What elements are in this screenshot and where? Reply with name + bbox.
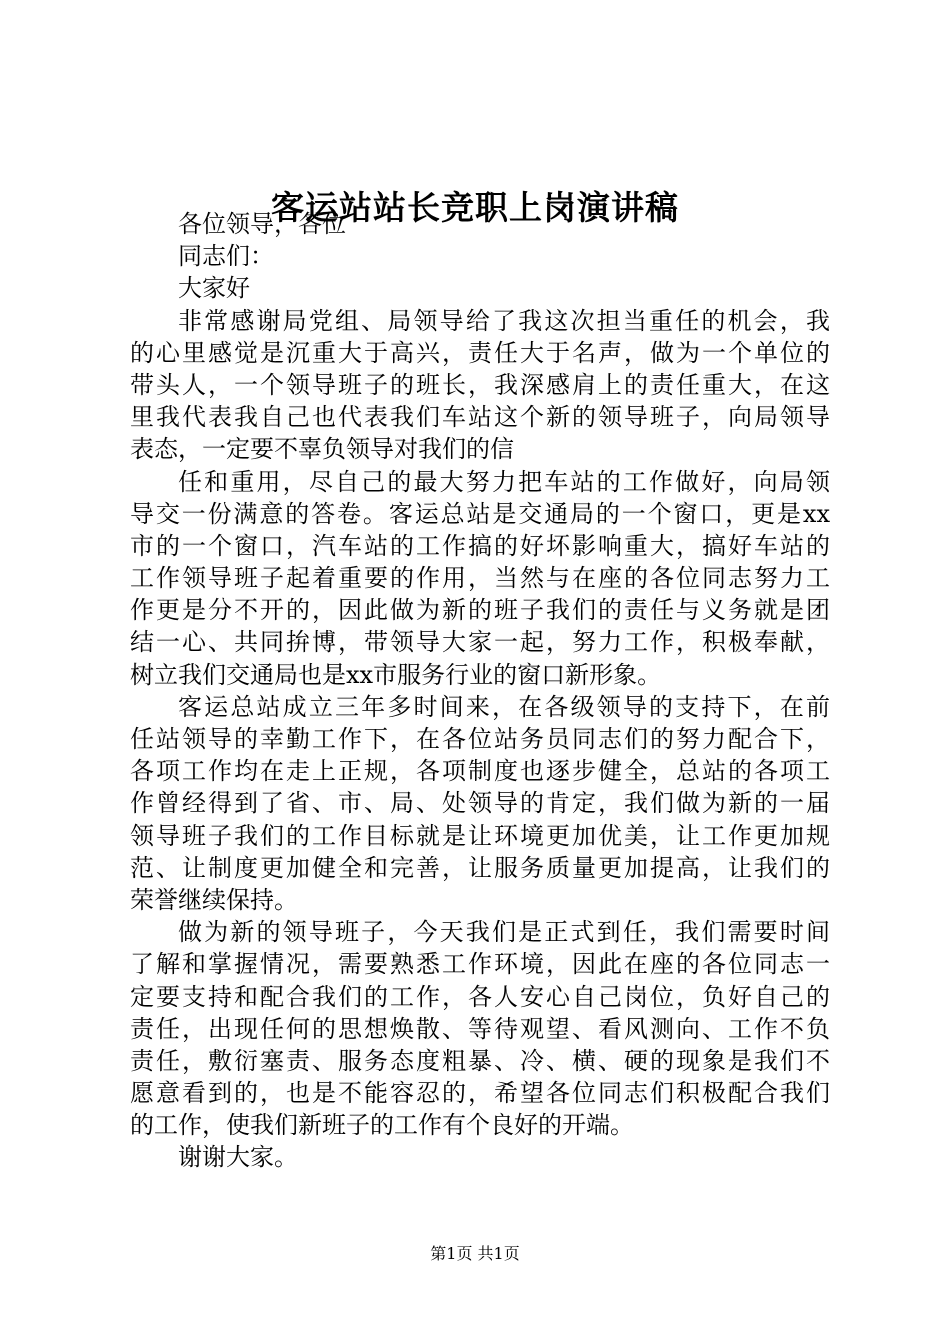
text-line: 领导班子我们的工作目标就是让环境更加优美，让工作更加规 bbox=[130, 821, 830, 850]
text-line: 任和重用，尽自己的最大努力把车站的工作做好，向局领 bbox=[178, 467, 830, 496]
document-body bbox=[130, 208, 830, 1174]
text-line: 表态，一定要不辜负领导对我们的信 bbox=[130, 435, 514, 464]
text-line: 作曾经得到了省、市、局、处领导的肯定，我们做为新的一届 bbox=[130, 789, 830, 818]
salutation-line: 各位领导，各位 bbox=[178, 210, 346, 238]
closing-line: 谢谢大家。 bbox=[178, 1143, 298, 1172]
salutation-line: 同志们： bbox=[178, 242, 274, 271]
salutation-line: 大家好 bbox=[178, 274, 250, 303]
text-line: 了解和掌握情况，需要熟悉工作环境，因此在座的各位同志一 bbox=[130, 950, 830, 979]
paragraph-2 bbox=[130, 466, 830, 691]
text-line: 任站领导的幸勤工作下，在各位站务员同志们的努力配合下， bbox=[130, 725, 830, 753]
text-line: 作更是分不开的，因此做为新的班子我们的责任与义务就是团 bbox=[130, 596, 830, 625]
text-line: 工作领导班子起着重要的作用，当然与在座的各位同志努力工 bbox=[130, 564, 830, 593]
text-line: 非常感谢局党组、局领导给了我这次担当重任的机会，我 bbox=[178, 306, 830, 335]
document-title: 客运站站长竞职上岗演讲稿 bbox=[271, 188, 679, 227]
paragraph-3 bbox=[130, 691, 830, 916]
text-line: 愿意看到的，也是不能容忍的，希望各位同志们积极配合我们 bbox=[130, 1079, 830, 1108]
page-footer: 第1页 共1页 bbox=[430, 1244, 520, 1263]
text-line: 带头人，一个领导班子的班长，我深感肩上的责任重大，在这 bbox=[130, 370, 830, 399]
text-line: 定要支持和配合我们的工作，各人安心自己岗位，负好自己的 bbox=[130, 982, 830, 1011]
text-line: 结一心、共同拚博，带领导大家一起，努力工作，积极奉献， bbox=[130, 628, 830, 657]
text-line: 树立我们交通局也是xx市服务行业的窗口新形象。 bbox=[130, 660, 662, 689]
text-line: 里我代表我自己也代表我们车站这个新的领导班子，向局领导 bbox=[130, 403, 830, 432]
text-line: 的心里感觉是沉重大于高兴，责任大于名声，做为一个单位的 bbox=[130, 338, 830, 367]
text-line: 责任，敷衍塞责、服务态度粗暴、冷、横、硬的现象是我们不 bbox=[130, 1046, 830, 1075]
text-line: 范、让制度更加健全和完善，让服务质量更加提高，让我们的 bbox=[130, 853, 830, 882]
paragraph-1 bbox=[130, 305, 830, 466]
text-line: 责任，出现任何的思想焕散、等待观望、看风测向、工作不负 bbox=[130, 1014, 830, 1043]
text-line: 做为新的领导班子，今天我们是正式到任，我们需要时间 bbox=[178, 918, 830, 947]
text-line: 导交一份满意的答卷。客运总站是交通局的一个窗口，更是xx bbox=[130, 499, 830, 528]
text-line: 荣誉继续保持。 bbox=[130, 885, 298, 914]
text-line: 各项工作均在走上正规，各项制度也逐步健全，总站的各项工 bbox=[130, 757, 830, 786]
text-line: 市的一个窗口，汽车站的工作搞的好坏影响重大，搞好车站的 bbox=[130, 531, 830, 560]
paragraph-4 bbox=[130, 916, 830, 1141]
text-line: 客运总站成立三年多时间来，在各级领导的支持下，在前 bbox=[178, 692, 830, 721]
text-line: 的工作，使我们新班子的工作有个良好的开端。 bbox=[130, 1111, 634, 1140]
